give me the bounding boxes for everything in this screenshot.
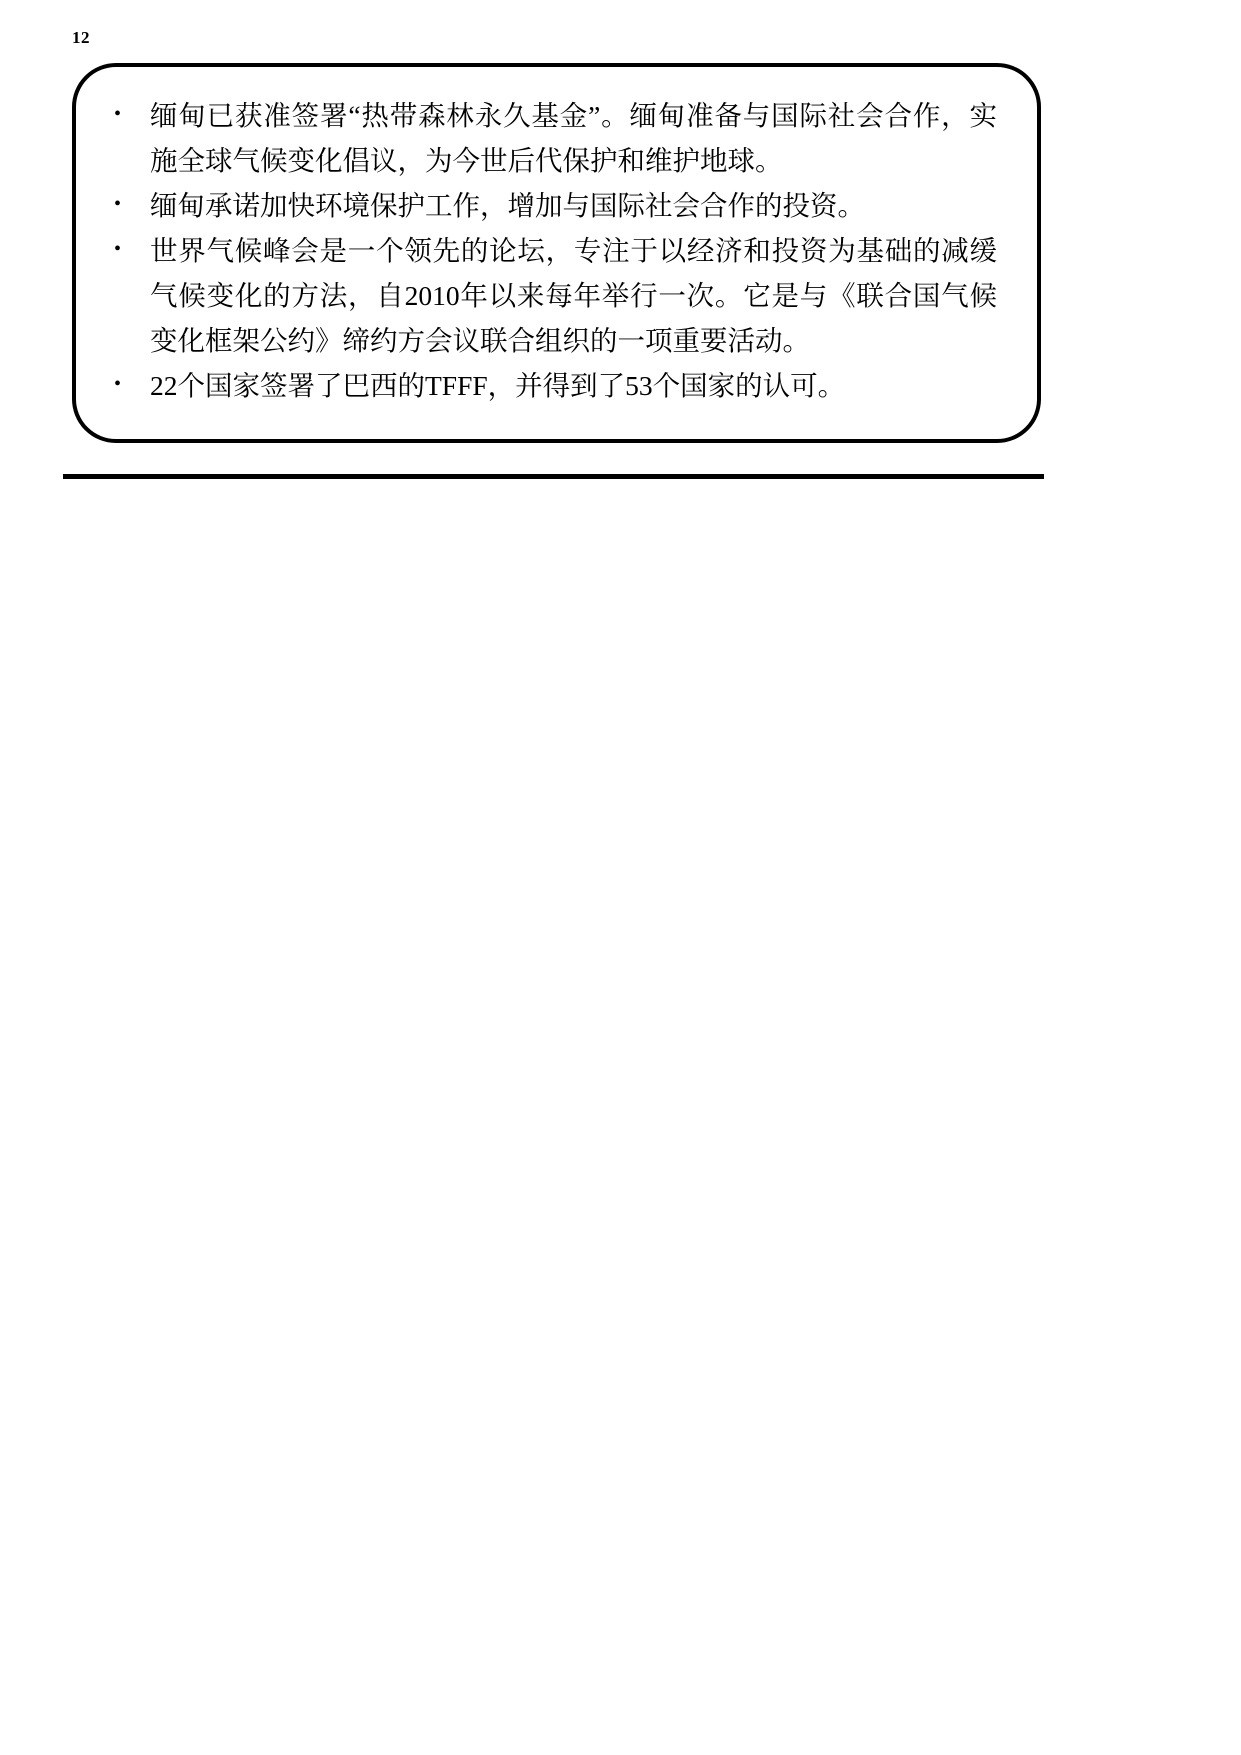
page-number: 12 (72, 28, 90, 47)
list-item: • 世界气候峰会是一个领先的论坛，专注于以经济和投资为基础的减缓气候变化的方法，自2010年以来每年举行一次。它是与《联合国气候变化框架公约》缔约方会议联合组织的一项重要活动。 (142, 228, 997, 363)
horizontal-divider (63, 474, 1044, 479)
list-item: • 22个国家签署了巴西的TFFF，并得到了53个国家的认可。 (142, 363, 997, 408)
page-body-empty-area (72, 500, 1041, 1680)
callout-box (72, 63, 1041, 443)
bullet-list (76, 67, 1037, 408)
list-item: • 缅甸承诺加快环境保护工作，增加与国际社会合作的投资。 (142, 183, 997, 228)
list-item: • 缅甸已获准签署“热带森林永久基金”。缅甸准备与国际社会合作，实施全球气候变化倡议，为今世后代保护和维护地球。 (142, 93, 997, 183)
